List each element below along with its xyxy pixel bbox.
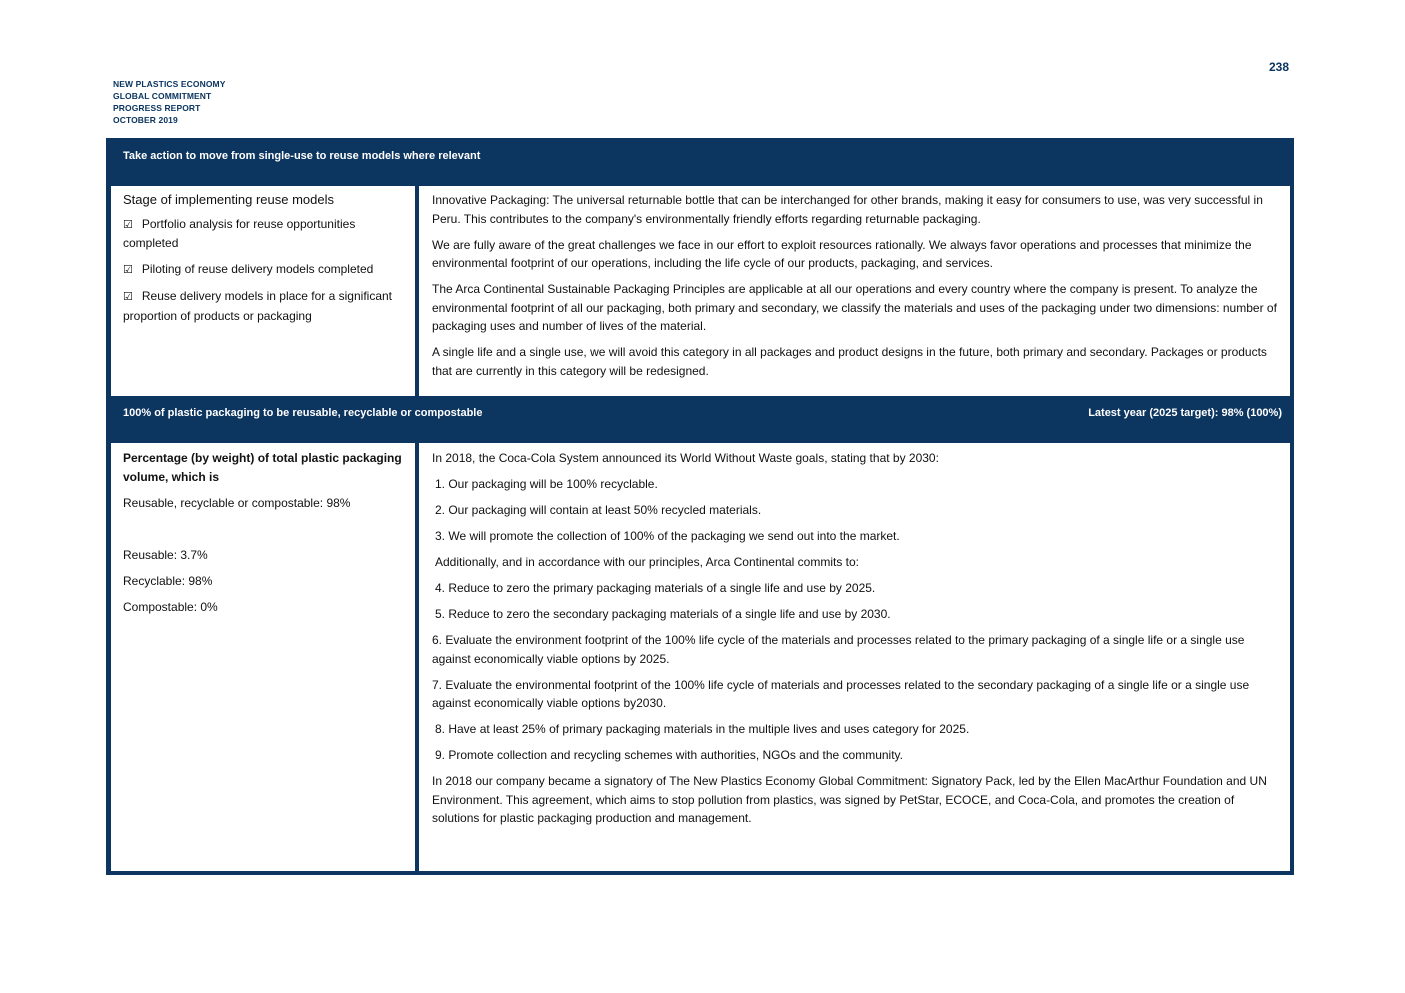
section-recyclable-title: 100% of plastic packaging to be reusable, recyclable or compostable — [123, 407, 483, 419]
reuse-check-label: Reuse delivery models in place for a significant proportion of products or packaging — [123, 289, 392, 323]
percentage-recyclable: Recyclable: 98% — [123, 573, 213, 588]
reuse-description-cell — [419, 186, 1290, 396]
percentage-total: Reusable, recyclable or compostable: 98% — [123, 495, 351, 510]
reuse-check-item — [123, 287, 409, 325]
reuse-check-item — [123, 260, 409, 280]
reuse-paragraph: We are fully aware of the great challenges we face in our effort to exploit resources rationally. We always favor operations and processes that minimize the environmental footprint of our operations, including the life cycle of our products, packaging, and services. — [432, 237, 1252, 270]
commitment-item: 5. Reduce to zero the secondary packaging materials of a single life and use by 2030. — [435, 607, 891, 621]
latest-year-target: Latest year (2025 target): 98% (100%) — [1088, 407, 1282, 419]
checkbox-checked-icon: ☑ — [123, 290, 133, 303]
goals-intro: In 2018, the Coca-Cola System announced its World Without Waste goals, stating that by 2030: — [432, 451, 939, 465]
page-number: 238 — [1268, 60, 1289, 74]
checkbox-checked-icon: ☑ — [123, 263, 133, 276]
goal-item: 1. Our packaging will be 100% recyclable. — [435, 477, 658, 491]
report-header-line: OCTOBER 2019 — [113, 115, 178, 125]
goal-item: 2. Our packaging will contain at least 50% recycled materials. — [435, 503, 762, 517]
report-header-line: NEW PLASTICS ECONOMY — [113, 79, 226, 89]
report-header — [113, 78, 226, 126]
reuse-check-label: Portfolio analysis for reuse opportunities completed — [123, 216, 356, 250]
section-reuse-title: Take action to move from single-use to reuse models where relevant — [123, 150, 481, 162]
checkbox-checked-icon: ☑ — [123, 217, 133, 231]
percentage-title: Percentage (by weight) of total plastic packaging volume, which is — [123, 451, 402, 484]
commitment-table — [106, 138, 1294, 875]
percentage-cell — [111, 443, 415, 871]
reuse-stage-title: Stage of implementing reuse models — [123, 192, 335, 207]
reuse-paragraph: The Arca Continental Sustainable Packaging Principles are applicable at all our operations and every country where the company is present. To analyze the environmental footprint of all our packaging, both primary and secondary, we classify the materials and uses of the packaging under two dimensions: number of packaging uses and number of lives of the material. — [432, 282, 1277, 333]
reuse-paragraph: A single life and a single use, we will avoid this category in all packages and product designs in the future, both primary and secondary. Packages or products that are currently in this category will be redesigned. — [432, 345, 1267, 378]
report-header-line: PROGRESS REPORT — [113, 103, 201, 113]
percentage-compostable: Compostable: 0% — [123, 599, 218, 614]
report-header-line: GLOBAL COMMITMENT — [113, 91, 212, 101]
closing-paragraph: In 2018 our company became a signatory of The New Plastics Economy Global Commitment: Signatory Pack, led by the Ellen MacArthur Foundation and UN Environment. This agreement, which aims to stop pollution from plastics, was signed by PetStar, ECOCE, and Coca-Cola, and promotes the creation of solutions for plastic packaging production and management. — [432, 774, 1267, 825]
reuse-stage-cell — [111, 186, 415, 396]
commitments-cell — [419, 443, 1290, 871]
reuse-check-item — [123, 215, 409, 253]
percentage-reusable: Reusable: 3.7% — [123, 547, 208, 562]
commitment-item: 9. Promote collection and recycling schemes with authorities, NGOs and the community. — [435, 748, 903, 762]
commitments-intro: Additionally, and in accordance with our principles, Arca Continental commits to: — [435, 555, 859, 569]
goal-item: 3. We will promote the collection of 100% of the packaging we send out into the market. — [435, 529, 900, 543]
commitment-item: 6. Evaluate the environment footprint of the 100% life cycle of the materials and processes related to the primary packaging of a single life or a single use against economically viable options by 2025. — [432, 633, 1245, 666]
commitment-item: 7. Evaluate the environmental footprint of the 100% life cycle of materials and processes related to the secondary packaging of a single life or a single use against economically viable options by2030. — [432, 677, 1250, 710]
commitment-item: 4. Reduce to zero the primary packaging materials of a single life and use by 2025. — [435, 581, 876, 595]
commitment-item: 8. Have at least 25% of primary packaging materials in the multiple lives and uses category for 2025. — [435, 722, 970, 736]
reuse-paragraph: Innovative Packaging: The universal returnable bottle that can be interchanged for other brands, making it easy for consumers to use, was very successful in Peru. This contributes to the company's environmentally friendly efforts regarding returnable packaging. — [432, 193, 1263, 226]
reuse-check-label: Piloting of reuse delivery models completed — [141, 262, 374, 276]
